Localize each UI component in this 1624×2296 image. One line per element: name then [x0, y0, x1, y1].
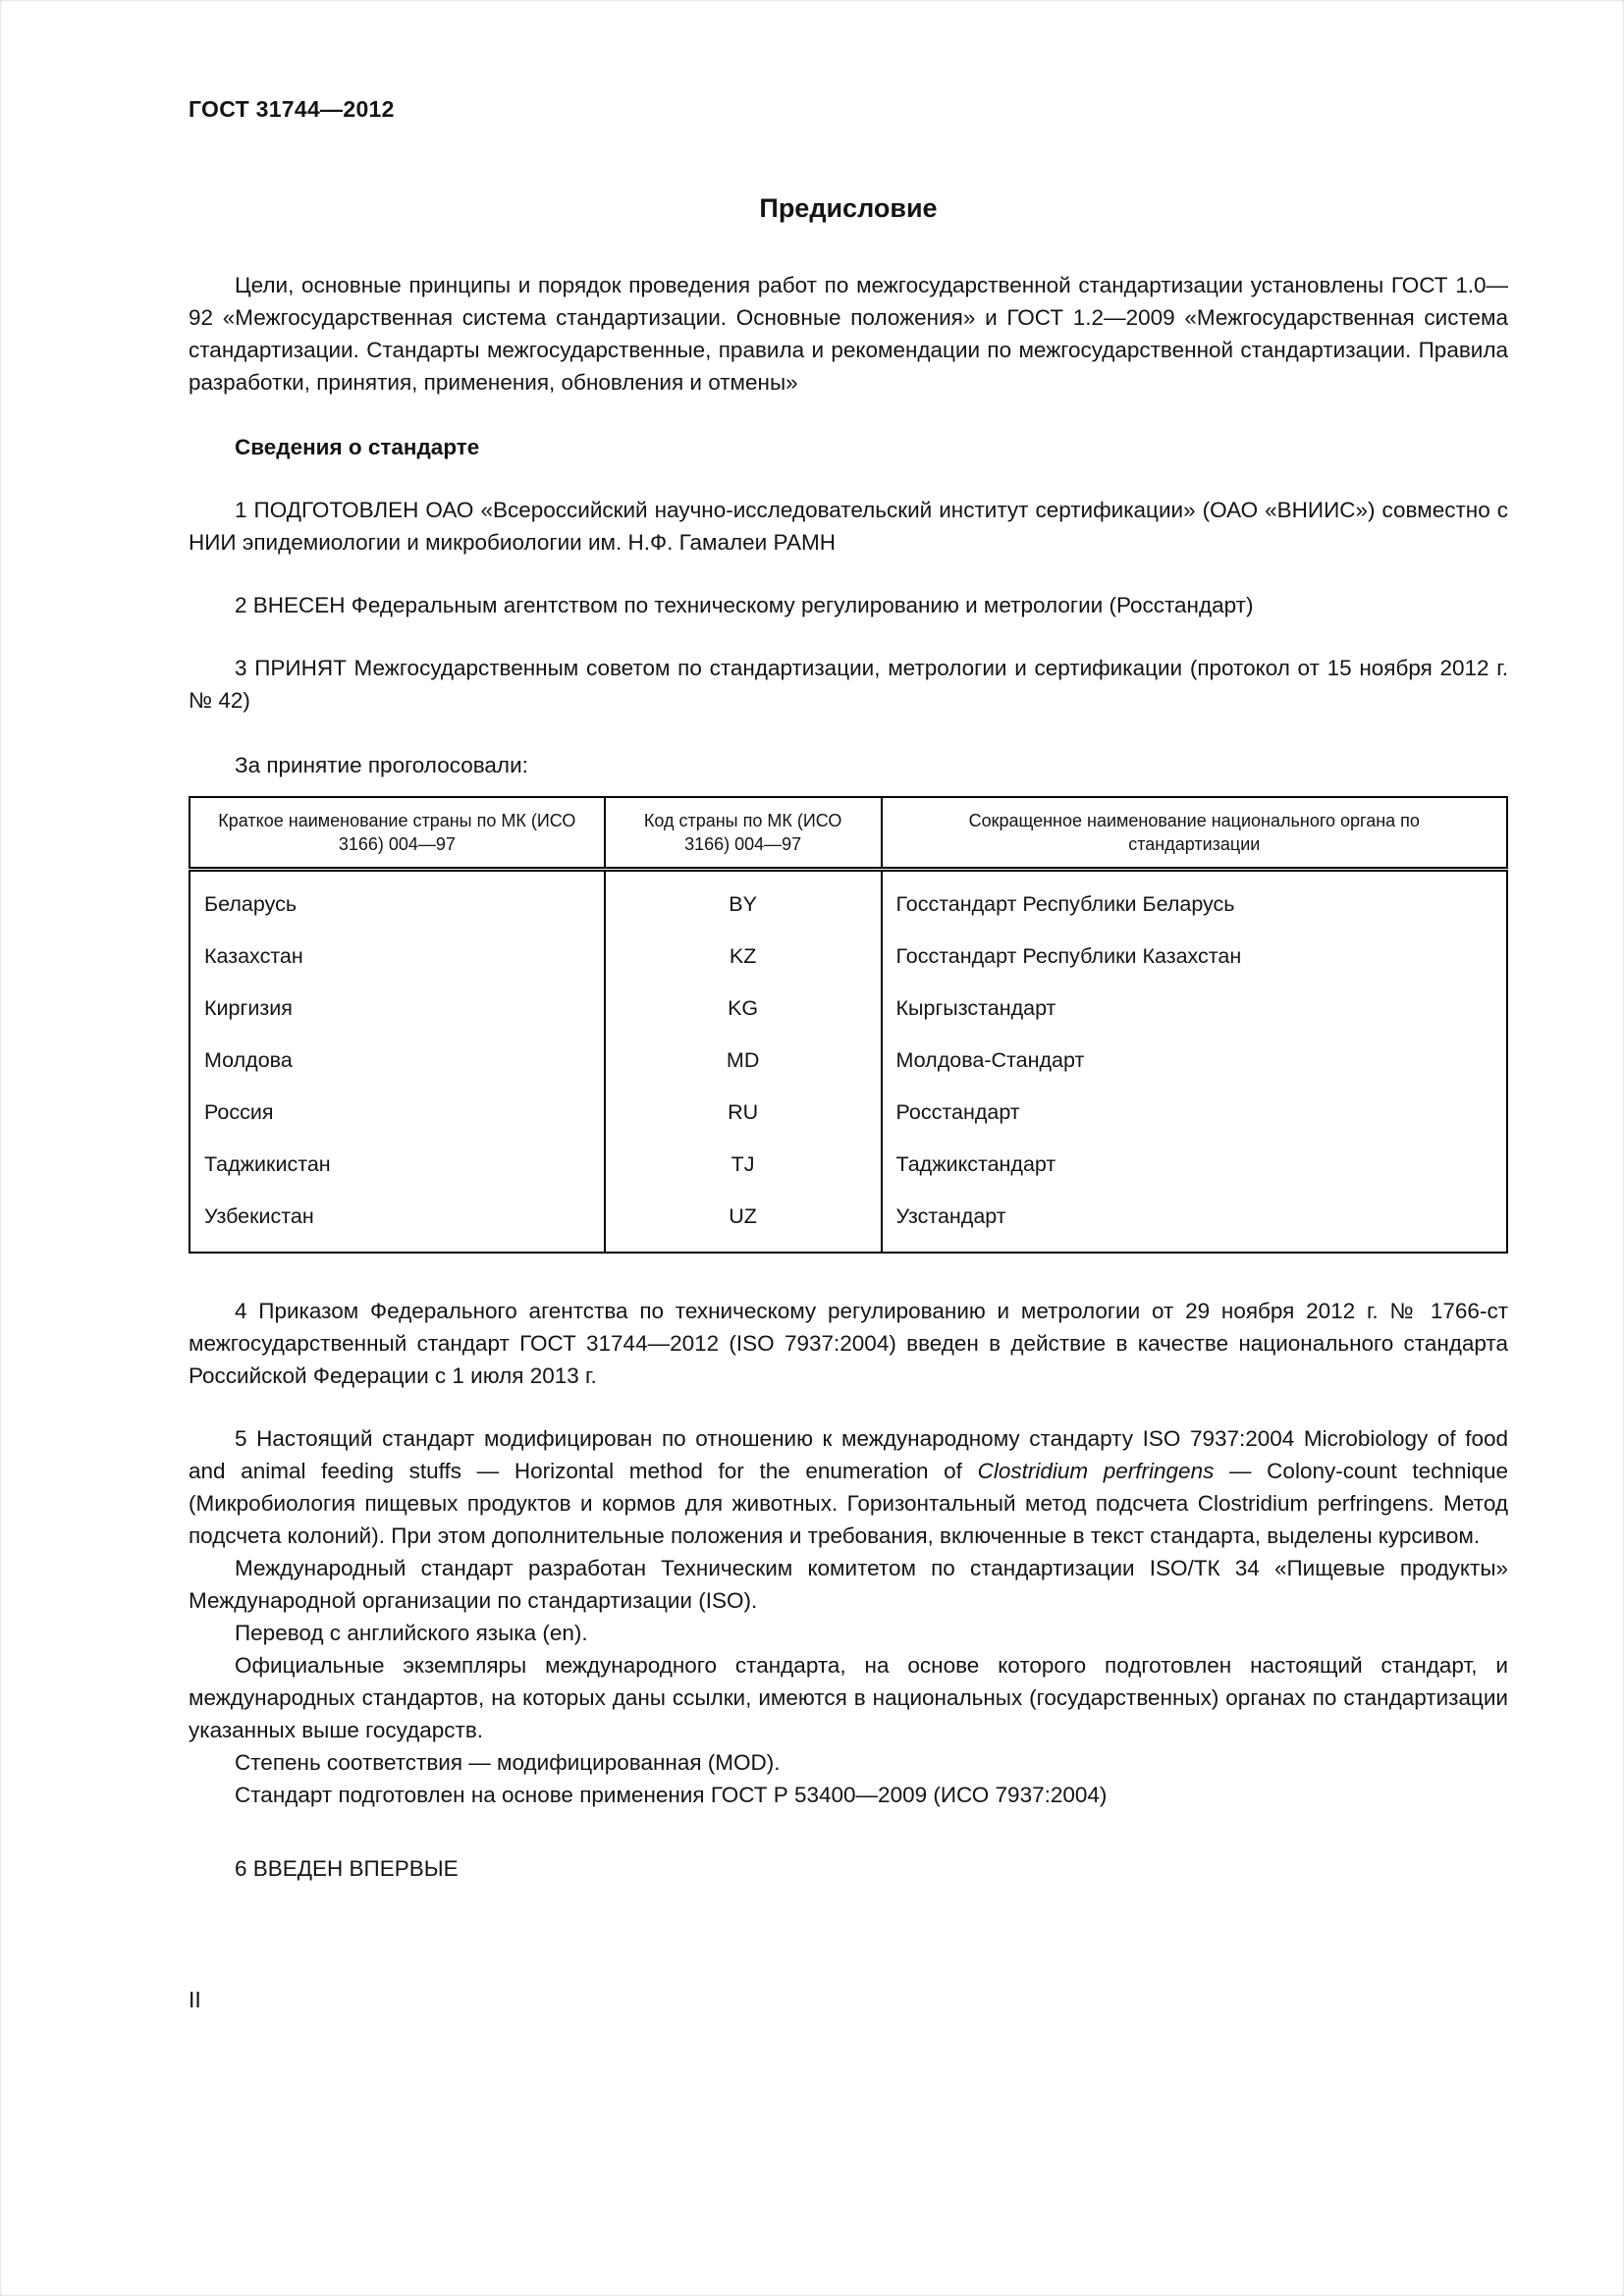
cell-code: KG [605, 982, 882, 1034]
foreword-item-2: 2 ВНЕСЕН Федеральным агентством по техническому регулированию и метрологии (Росстандарт) [235, 593, 1254, 617]
voting-table-body [189, 870, 1507, 1254]
cell-country: Узбекистан [204, 1204, 314, 1228]
foreword-translation: Перевод с английского языка (en). [235, 1621, 588, 1645]
item5-text-before: 5 Настоящий стандарт модифицирован по отношению к международному стандарту ISO 7937:2004 Microbiology of food and animal feeding stuffs — Horizontal method for the enumeration of [189, 1426, 1508, 1483]
standard-info-heading: Сведения о стандарте [235, 435, 480, 459]
cell-org: Молдова-Стандарт [882, 1034, 1507, 1086]
table-row [189, 982, 1507, 1034]
cell-code: BY [605, 870, 882, 931]
cell-org: Кыргызстандарт [882, 982, 1507, 1034]
item5-latin-name: Clostridium perfringens [977, 1459, 1215, 1483]
foreword-item-6: 6 ВВЕДЕН ВПЕРВЫЕ [235, 1856, 459, 1881]
cell-country: Киргизия [204, 996, 293, 1020]
cell-code: UZ [605, 1190, 882, 1253]
table-row [189, 1138, 1507, 1190]
cell-code: KZ [605, 930, 882, 982]
table-row [189, 1034, 1507, 1086]
foreword-official-copies: Официальные экземпляры международного стандарта, на основе которого подготовлен настоящий стандарт, и международных стандартов, на которых даны ссылки, имеются в национальных (государственных) органах по стандартизации указанных выше государств. [189, 1653, 1508, 1742]
table-row [189, 1190, 1507, 1253]
table-row [189, 870, 1507, 931]
foreword-basis: Стандарт подготовлен на основе применения ГОСТ Р 53400—2009 (ИСО 7937:2004) [235, 1783, 1108, 1807]
foreword-item-1: 1 ПОДГОТОВЛЕН ОАО «Всероссийский научно-исследовательский институт сертификации» (ОАО «ВНИИС») совместно с НИИ эпидемиологии и микробиологии им. Н.Ф. Гамалеи РАМН [189, 498, 1508, 555]
cell-org: Госстандарт Республики Беларусь [882, 870, 1507, 931]
header-org: Сокращенное наименование национального органа по стандартизации [882, 797, 1507, 870]
cell-org: Узстандарт [882, 1190, 1507, 1253]
cell-code: MD [605, 1034, 882, 1086]
table-row [189, 930, 1507, 982]
cell-org: Таджикстандарт [882, 1138, 1507, 1190]
cell-country: Молдова [204, 1048, 293, 1072]
foreword-developed-by: Международный стандарт разработан Техническим комитетом по стандартизации ISO/ТК 34 «Пищевые продукты» Международной организации по стандартизации (ISO). [189, 1556, 1508, 1613]
voting-table-header [189, 797, 1507, 870]
cell-org: Росстандарт [882, 1086, 1507, 1138]
foreword-conformity-degree: Степень соответствия — модифицированная (MOD). [235, 1750, 781, 1775]
item5-text-after: — Colony-count technique (Микробиология пищевых продуктов и кормов для животных. Горизонтальный метод подсчета Clostridium perfringens. Метод подсчета колоний). При этом дополнительные положения и требования, включенные в текст стандарта, выделены курсивом. [189, 1459, 1509, 1548]
cell-country: Таджикистан [204, 1152, 331, 1176]
cell-country: Россия [204, 1100, 274, 1124]
cell-country: Казахстан [204, 944, 303, 968]
doc-number: ГОСТ 31744—2012 [189, 96, 395, 122]
header-code: Код страны по МК (ИСО 3166) 004—97 [605, 797, 882, 870]
table-header-row [189, 797, 1507, 870]
page-title: Предисловие [759, 193, 938, 223]
table-row [189, 1086, 1507, 1138]
header-country: Краткое наименование страны по МК (ИСО 3166) 004—97 [189, 797, 605, 870]
cell-country: Беларусь [204, 892, 298, 916]
voting-table [189, 796, 1508, 1254]
cell-code: TJ [605, 1138, 882, 1190]
foreword-item-5 [189, 1422, 1508, 1552]
foreword-item-3: 3 ПРИНЯТ Межгосударственным советом по стандартизации, метрологии и сертификации (протокол от 15 ноября 2012 г. № 42) [189, 656, 1508, 713]
page-number: II [189, 1987, 201, 2012]
cell-code: RU [605, 1086, 882, 1138]
foreword-item-4: 4 Приказом Федерального агентства по техническому регулированию и метрологии от 29 ноября 2012 г. № 1766-ст межгосударственный стандарт ГОСТ 31744—2012 (ISO 7937:2004) введен в действие в качестве национального стандарта Российской Федерации с 1 июля 2013 г. [189, 1299, 1508, 1388]
cell-org: Госстандарт Республики Казахстан [882, 930, 1507, 982]
vote-caption: За принятие проголосовали: [235, 753, 528, 777]
foreword-intro: Цели, основные принципы и порядок проведения работ по межгосударственной стандартизации установлены ГОСТ 1.0—92 «Межгосударственная система стандартизации. Основные положения» и ГОСТ 1.2—2009 «Межгосударственная система стандартизации. Стандарты межгосударственные, правила и рекомендации по межгосударственной стандартизации. Правила разработки, принятия, применения, обновления и отмены» [189, 273, 1508, 395]
